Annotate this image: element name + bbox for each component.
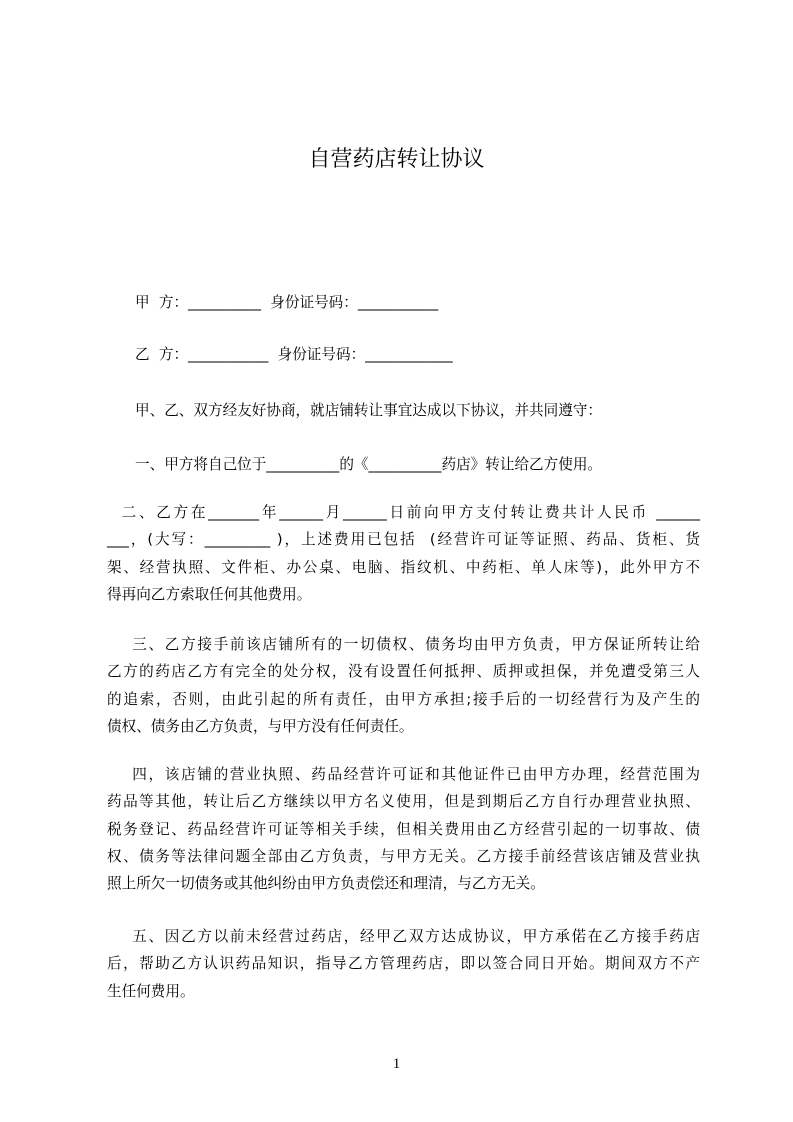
- clause-3-line: 的追索，否则，由此引起的所有责任，由甲方承担;接手后的一切经营行为及产生的: [107, 690, 700, 708]
- clause-5-line: 后，帮助乙方认识药品知识，指导乙方管理药店，即以签合同日开始。期间双方不产: [107, 955, 700, 973]
- clause-4-line: 四，该店铺的营业执照、药品经营许可证和其他证件已由甲方办理，经营范围为: [107, 766, 700, 783]
- page-number: 1: [392, 1056, 401, 1072]
- clause-5-line: 五、因乙方以前未经营过药店，经甲乙双方达成协议，甲方承偌在乙方接手药店: [107, 928, 700, 945]
- clause-3-line: 债权、债务由乙方负责，与甲方没有任何责任。: [107, 717, 414, 735]
- clause-2-line: 架、经营执照、文件柜、办公桌、电脑、指纹机、中药柜、单人床等)，此外甲方不: [107, 558, 700, 576]
- clause-4-line: 照上所欠一切债务或其他纠纷由甲方负责偿还和理清，与乙方无关。: [107, 875, 545, 893]
- clause-3-line: 乙方的药店乙方有完全的处分权，没有设置任何抵押、质押或担保，并免遭受第三人: [107, 663, 700, 681]
- clause-3: [107, 631, 700, 740]
- document-title: 自营药店转让协议: [308, 147, 485, 172]
- clause-2-line: 二、乙方在_______年______月______日前向甲方支付转让费共计人民币 ______: [107, 504, 700, 521]
- clause-2: [107, 499, 700, 608]
- clause-4: [107, 761, 700, 897]
- intro-line: 甲、乙、双方经友好协商，就店铺转让事宜达成以下协议，并共同遵守：: [135, 402, 603, 419]
- clause-4-line: 药品等其他，转让后乙方继续以甲方名义使用，但是到期后乙方自行办理营业执照、: [107, 793, 700, 811]
- clause-2-line: 得再向乙方索取任何其他费用。: [107, 585, 312, 603]
- clause-1: 一、甲方将自己位于__________的《__________药店》转让给乙方使用。: [135, 456, 603, 473]
- clause-2-line: ___，(大写：_________ )，上述费用已包括 (经营许可证等证照、药品、货柜、货: [107, 531, 700, 549]
- clause-5: [107, 923, 700, 1005]
- clause-5-line: 生任何费用。: [107, 982, 195, 1000]
- clause-3-line: 三、乙方接手前该店铺所有的一切债权、债务均由甲方负责，甲方保证所转让给: [107, 636, 700, 653]
- party-b-line: 乙 方：___________ 身份证号码：____________: [135, 346, 453, 363]
- clause-4-line: 权、债务等法律问题全部由乙方负责，与甲方无关。乙方接手前经营该店铺及营业执: [107, 847, 700, 865]
- party-a-line: 甲 方：__________ 身份证号码：___________: [135, 294, 439, 311]
- clause-4-line: 税务登记、药品经营许可证等相关手续，但相关费用由乙方经营引起的一切事故、债: [107, 820, 700, 838]
